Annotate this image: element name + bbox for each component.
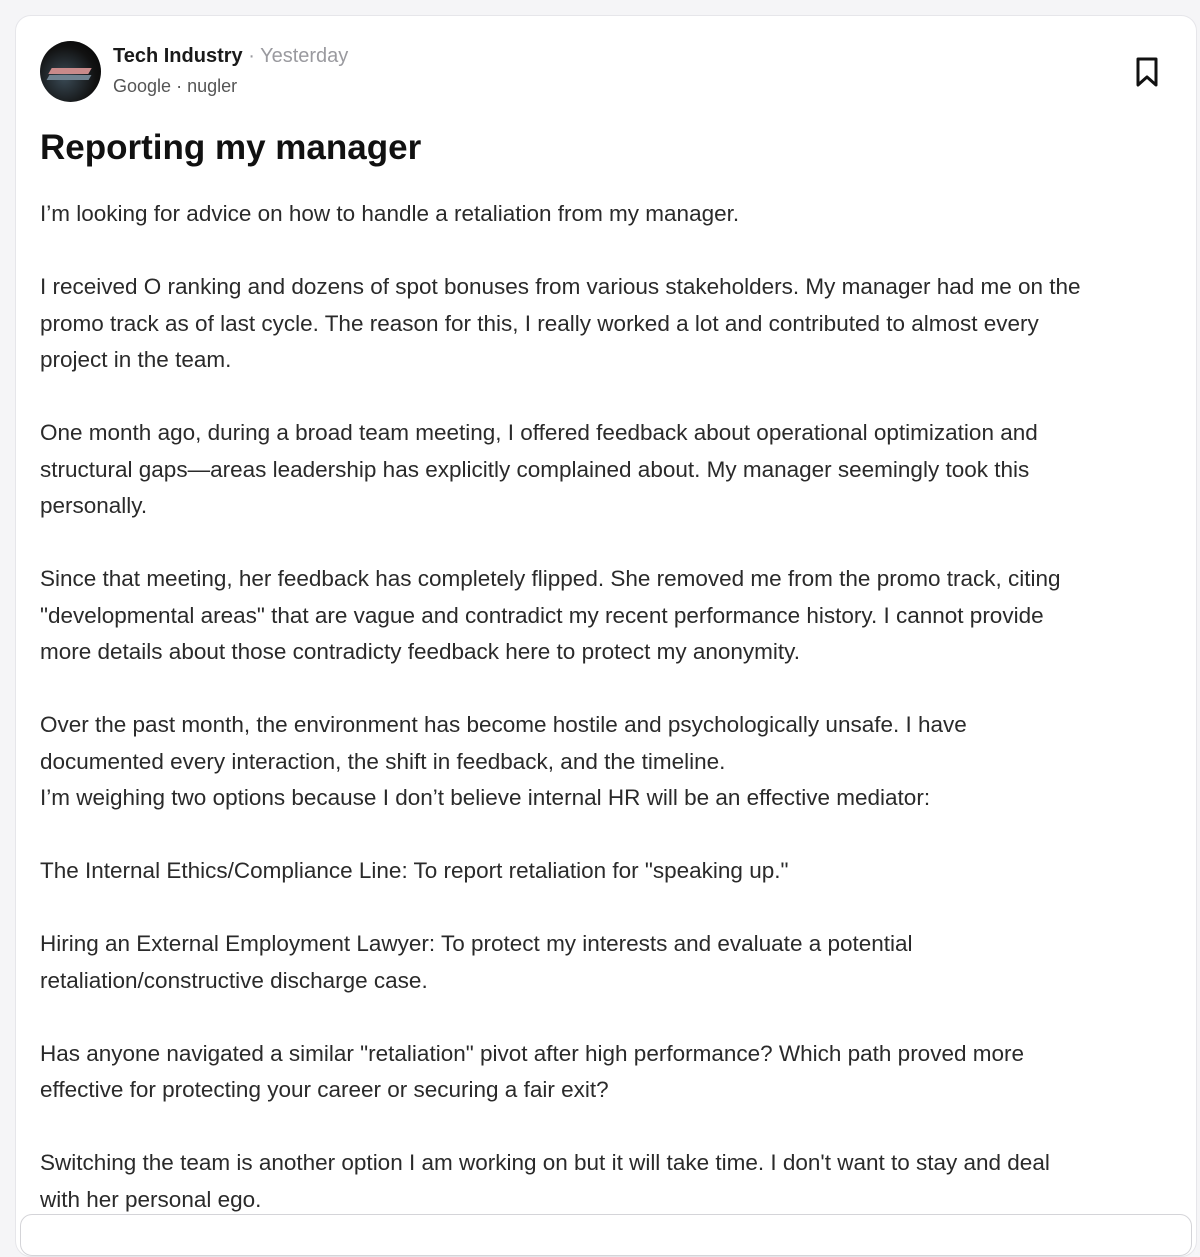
post-paragraph xyxy=(40,853,1081,890)
separator-dot: · xyxy=(176,76,183,96)
post-paragraph xyxy=(40,926,1081,999)
paragraph-line: personally. xyxy=(40,493,148,518)
paragraph-line: "developmental areas" that are vague and contradict my recent performance history. I cannot provide xyxy=(40,602,1044,628)
post-paragraph xyxy=(40,415,1081,525)
post-paragraph xyxy=(40,707,1081,817)
paragraph-line: Hiring an External Employment Lawyer: To protect my interests and evaluate a potential xyxy=(40,931,913,956)
post-paragraph xyxy=(40,1145,1081,1218)
author-info xyxy=(113,75,237,97)
paragraph-line: project in the team. xyxy=(40,347,232,372)
paragraph-line: Has anyone navigated a similar "retaliation" pivot after high performance? Which path proved more xyxy=(40,1040,1024,1066)
paragraph-line: Over the past month, the environment has become hostile and psychologically unsafe. I have xyxy=(40,712,967,737)
paragraph-line: One month ago, during a broad team meeting, I offered feedback about operational optimization and xyxy=(40,420,1038,445)
paragraph-line: retaliation/constructive discharge case. xyxy=(40,967,428,993)
paragraph-line: effective for protecting your career or securing a fair exit? xyxy=(40,1077,609,1102)
author-name: nugler xyxy=(187,76,238,96)
post-time: Yesterday xyxy=(260,45,349,67)
paragraph-line: I’m looking for advice on how to handle a retaliation from my manager. xyxy=(40,201,740,226)
paragraph-line: more details about those contradicty feedback here to protect my anonymity. xyxy=(40,639,800,664)
author-company: Google xyxy=(113,76,172,96)
post-header xyxy=(113,44,348,68)
paragraph-line: with her personal ego. xyxy=(40,1186,262,1212)
community-avatar[interactable] xyxy=(40,41,101,102)
post-card xyxy=(15,15,1197,1257)
paragraph-line: Switching the team is another option I am working on but it will take time. I don't want to stay and deal xyxy=(40,1150,1050,1175)
paragraph-line: I’m weighing two options because I don’t believe internal HR will be an effective mediator: xyxy=(40,785,931,810)
community-name[interactable]: Tech Industry xyxy=(113,45,243,67)
paragraph-line: The Internal Ethics/Compliance Line: To report retaliation for "speaking up." xyxy=(40,858,789,883)
post-paragraph xyxy=(40,1036,1081,1109)
paragraph-line: promo track as of last cycle. The reason for this, I really worked a lot and contributed to almost every xyxy=(40,310,1039,336)
paragraph-line: structural gaps—areas leadership has explicitly complained about. My manager seemingly took this xyxy=(40,456,1030,482)
paragraph-line: documented every interaction, the shift in feedback, and the timeline. xyxy=(40,748,726,774)
post-paragraph xyxy=(40,269,1081,379)
paragraph-line: I received O ranking and dozens of spot bonuses from various stakeholders. My manager had me on the xyxy=(40,274,1081,299)
paragraph-line: Since that meeting, her feedback has completely flipped. She removed me from the promo track, citing xyxy=(40,566,1061,591)
bookmark-icon[interactable] xyxy=(1134,56,1160,88)
post-paragraph xyxy=(40,196,1081,233)
separator-dot: · xyxy=(248,45,255,67)
post-title: Reporting my manager xyxy=(40,128,422,167)
post-paragraph xyxy=(40,561,1081,671)
next-card xyxy=(20,1214,1192,1256)
post-body xyxy=(40,196,1081,1255)
